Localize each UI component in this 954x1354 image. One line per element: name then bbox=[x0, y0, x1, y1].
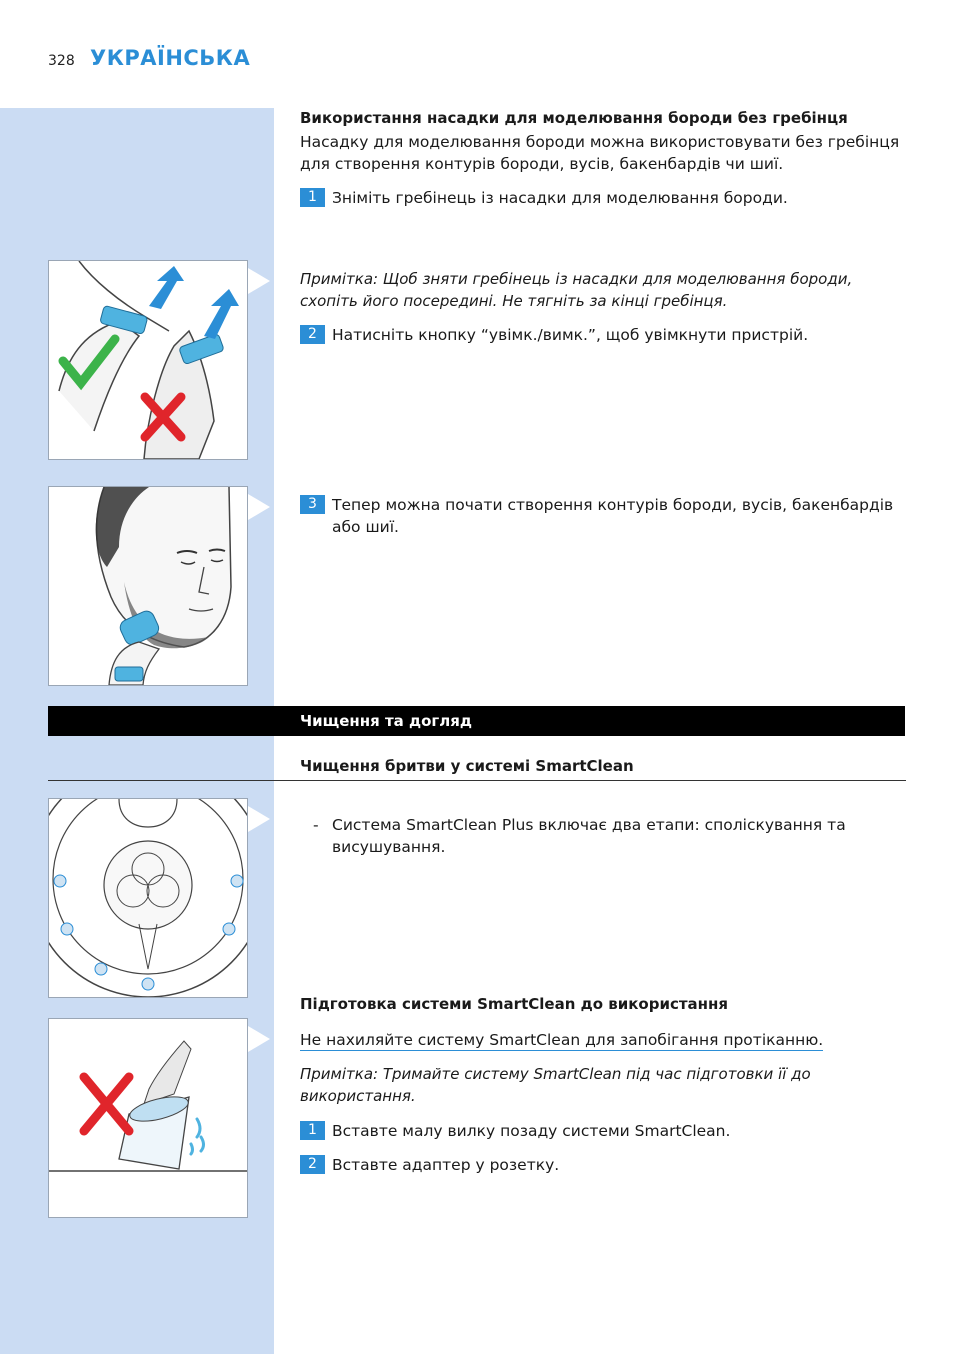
step-text: Тепер можна почати створення контурів бороди, вусів, бакенбардів або шиї. bbox=[332, 496, 894, 536]
illustration-face-contour bbox=[48, 486, 248, 686]
step-number: 1 bbox=[300, 188, 325, 207]
bullet-item bbox=[300, 814, 905, 858]
power-icon bbox=[54, 875, 66, 887]
step-2 bbox=[300, 324, 905, 346]
divider-line bbox=[48, 780, 906, 781]
section-intro: Насадку для моделювання бороди можна використовувати без гребінця для створення контурів бороди, вусів, бакенбардів чи шиї. bbox=[300, 133, 900, 173]
step-number: 2 bbox=[300, 1155, 325, 1174]
warning-text bbox=[300, 1029, 905, 1051]
illustration-smartclean-top bbox=[48, 798, 248, 998]
checkmark-circle-icon bbox=[223, 923, 235, 935]
section-heading-beard-no-comb: Використання насадки для моделювання бороди без гребінця bbox=[300, 109, 848, 127]
note-hold: Примітка: Тримайте систему SmartClean під час підготовки її до використання. bbox=[300, 1065, 811, 1105]
dry-icon bbox=[95, 963, 107, 975]
section-heading-prepare: Підготовка системи SmartClean до використання bbox=[300, 995, 729, 1013]
step-text: Вставте малу вилку позаду системи SmartClean. bbox=[332, 1122, 731, 1140]
cross-mark-icon bbox=[84, 1077, 129, 1131]
section-bar-cleaning bbox=[48, 706, 905, 736]
step-text: Зніміть гребінець із насадки для моделювання бороди. bbox=[332, 189, 788, 207]
clean-cycle-icon bbox=[231, 875, 243, 887]
section-heading-smartclean: Чищення бритви у системі SmartClean bbox=[300, 757, 634, 775]
language-title: УКРАЇНСЬКА bbox=[90, 46, 251, 70]
step-text: Вставте адаптер у розетку. bbox=[332, 1156, 560, 1174]
step-1 bbox=[300, 187, 905, 209]
warning-underlined: Не нахиляйте систему SmartClean для запобігання протіканню. bbox=[300, 1031, 824, 1049]
illustration-no-tilt bbox=[48, 1018, 248, 1218]
step-text: Натисніть кнопку “увімк./вимк.”, щоб увімкнути пристрій. bbox=[332, 326, 809, 344]
bullet-text: Система SmartClean Plus включає два етапи: споліскування та висушування. bbox=[332, 816, 846, 856]
refresh-icon bbox=[61, 923, 73, 935]
step-number: 3 bbox=[300, 495, 325, 514]
note-remove-comb: Примітка: Щоб зняти гребінець із насадки для моделювання бороди, схопіть його посередині. Не тягніть за кінці гребінця. bbox=[300, 270, 853, 310]
illustration-remove-comb bbox=[48, 260, 248, 460]
page-number: 328 bbox=[48, 53, 75, 69]
bullet-dash: - bbox=[313, 816, 319, 834]
step-3 bbox=[300, 494, 905, 538]
step-number: 1 bbox=[300, 1121, 325, 1140]
step-1-plug bbox=[300, 1120, 905, 1142]
step-number: 2 bbox=[300, 325, 325, 344]
step-2-adapter bbox=[300, 1154, 905, 1176]
section-bar-title: Чищення та догляд bbox=[300, 712, 472, 730]
